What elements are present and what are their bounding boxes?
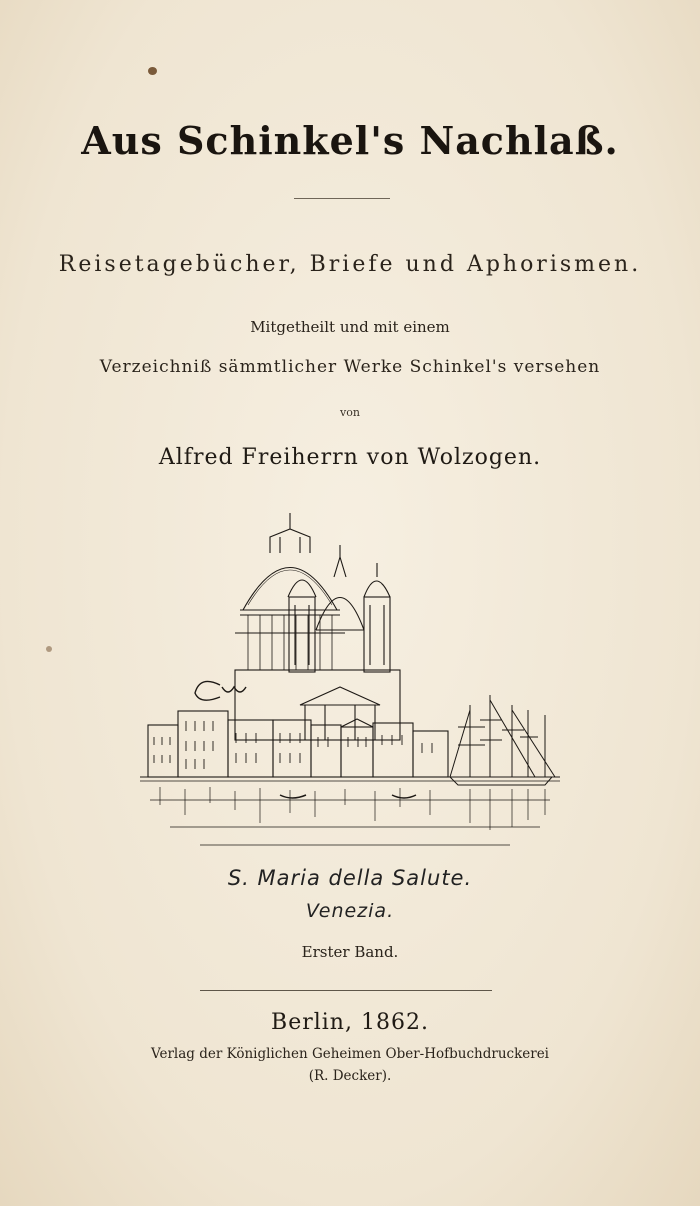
by-line: von [340, 406, 360, 419]
volume-label: Erster Band. [301, 943, 399, 961]
imprint-divider [200, 990, 492, 991]
ink-spot [148, 67, 157, 75]
ink-spot [46, 646, 52, 652]
book-subtitle: Reisetagebücher, Briefe und Aphorismen. [58, 252, 642, 277]
book-title: Aus Schinkel's Nachlaß. [81, 118, 619, 163]
author-name: Alfred Freiherrn von Wolzogen. [158, 445, 542, 470]
handwritten-caption-church: S. Maria della Salute. [227, 866, 473, 890]
index-line: Verzeichniß sämmtlicher Werke Schinkel's versehen [99, 357, 601, 377]
publisher-line: Verlag der Königlichen Geheimen Ober-Hofbuchdruckerei [150, 1046, 550, 1062]
place-and-year: Berlin, 1862. [271, 1010, 429, 1035]
venice-engraving-illustration [140, 505, 560, 850]
title-divider [294, 198, 390, 199]
printer-line: (R. Decker). [308, 1068, 392, 1084]
handwritten-caption-city: Venezia. [305, 900, 395, 922]
communicated-line: Mitgetheilt und mit einem [250, 318, 450, 336]
